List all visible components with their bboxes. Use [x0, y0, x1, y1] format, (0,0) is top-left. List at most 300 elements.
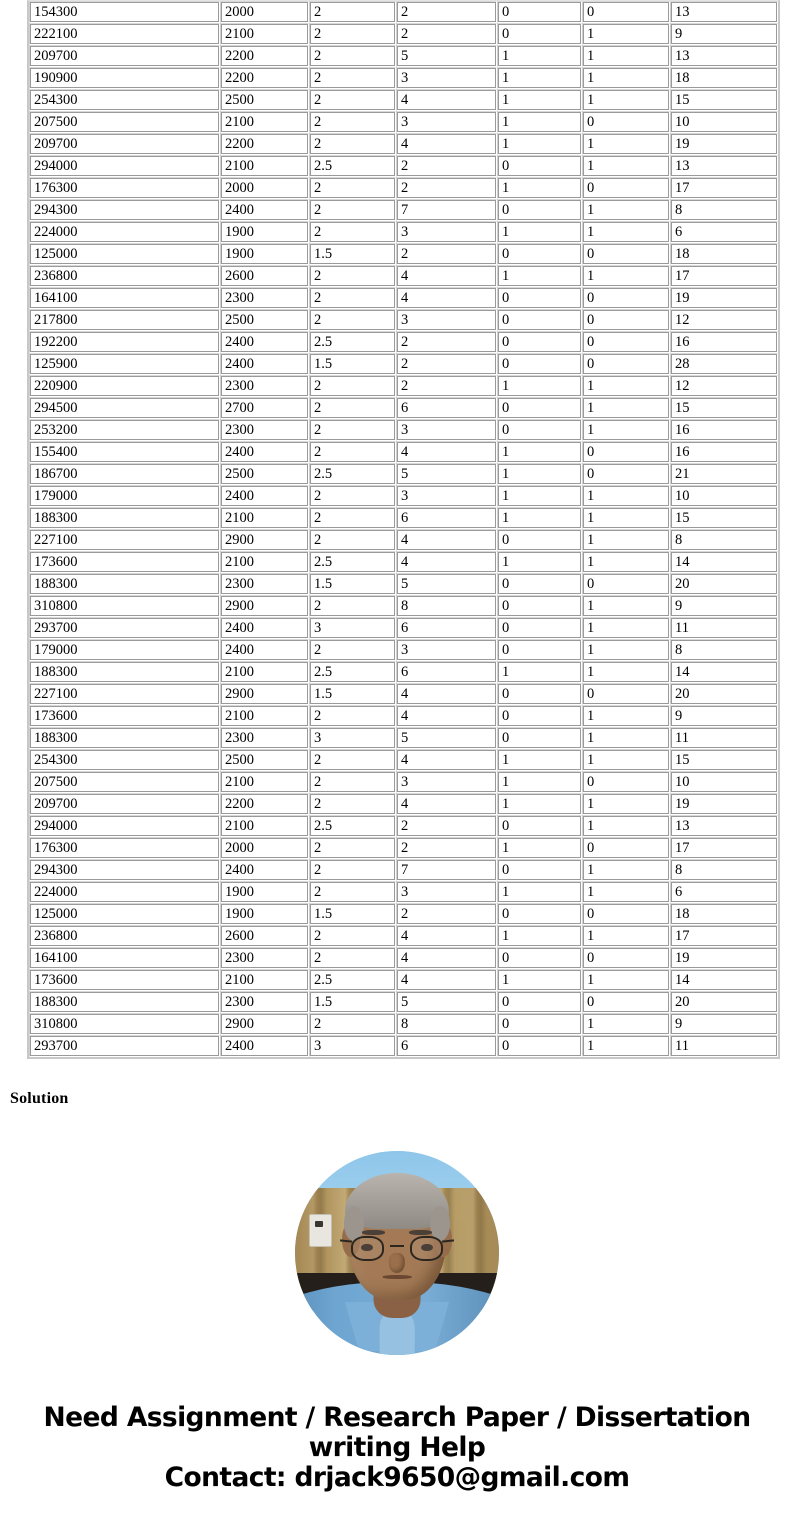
table-cell: 2100 [220, 705, 309, 727]
table-cell: 1 [582, 23, 670, 45]
table-cell: 294000 [29, 815, 220, 837]
table-row [29, 133, 778, 155]
table-cell: 1.5 [309, 573, 396, 595]
table-cell: 1 [582, 45, 670, 67]
table-cell: 2100 [220, 815, 309, 837]
solution-heading: Solution [10, 1090, 69, 1107]
table-cell: 224000 [29, 221, 220, 243]
table-cell: 8 [670, 639, 778, 661]
table-cell: 1 [497, 133, 582, 155]
table-cell: 1 [497, 771, 582, 793]
table-cell: 4 [396, 529, 497, 551]
table-cell: 6 [396, 507, 497, 529]
avatar-container [0, 1151, 794, 1355]
table-cell: 2 [396, 353, 497, 375]
table-cell: 0 [582, 771, 670, 793]
table-cell: 254300 [29, 749, 220, 771]
table-cell: 0 [497, 595, 582, 617]
table-cell: 5 [396, 991, 497, 1013]
avatar-light-switch [309, 1214, 331, 1247]
table-row [29, 837, 778, 859]
table-cell: 0 [582, 331, 670, 353]
table-cell: 2 [396, 903, 497, 925]
table-cell: 2300 [220, 947, 309, 969]
promo-contact-line: Contact: drjack9650@gmail.com [164, 1462, 630, 1493]
table-cell: 4 [396, 89, 497, 111]
table-cell: 0 [497, 243, 582, 265]
table-cell: 6 [396, 617, 497, 639]
table-cell: 16 [670, 441, 778, 463]
table-row [29, 1013, 778, 1035]
table-cell: 3 [396, 111, 497, 133]
table-cell: 18 [670, 903, 778, 925]
table-cell: 0 [497, 529, 582, 551]
promo-footer [0, 1403, 794, 1493]
table-cell: 0 [582, 287, 670, 309]
table-cell: 0 [582, 947, 670, 969]
table-cell: 0 [582, 573, 670, 595]
table-cell: 1900 [220, 903, 309, 925]
table-cell: 125000 [29, 903, 220, 925]
table-cell: 2300 [220, 991, 309, 1013]
table-cell: 3 [396, 67, 497, 89]
table-cell: 2 [309, 419, 396, 441]
promo-line-1: Need Assignment / Research Paper / Dissertation [43, 1402, 751, 1433]
table-row [29, 375, 778, 397]
table-cell: 2 [396, 331, 497, 353]
table-cell: 0 [497, 947, 582, 969]
table-cell: 2 [396, 837, 497, 859]
table-cell: 227100 [29, 683, 220, 705]
table-cell: 1 [582, 617, 670, 639]
table-row [29, 419, 778, 441]
table-cell: 4 [396, 441, 497, 463]
table-cell: 1 [582, 265, 670, 287]
table-cell: 173600 [29, 969, 220, 991]
table-row [29, 859, 778, 881]
table-cell: 188300 [29, 573, 220, 595]
table-cell: 1 [497, 265, 582, 287]
table-cell: 1 [582, 397, 670, 419]
table-cell: 6 [670, 221, 778, 243]
table-cell: 209700 [29, 793, 220, 815]
table-cell: 4 [396, 947, 497, 969]
table-cell: 2900 [220, 1013, 309, 1035]
table-cell: 1 [582, 661, 670, 683]
table-cell: 0 [582, 463, 670, 485]
table-cell: 2400 [220, 1035, 309, 1057]
table-cell: 17 [670, 265, 778, 287]
table-cell: 2100 [220, 507, 309, 529]
table-cell: 3 [396, 771, 497, 793]
table-cell: 13 [670, 45, 778, 67]
table-cell: 1 [497, 507, 582, 529]
table-cell: 2 [309, 595, 396, 617]
table-cell: 1 [582, 881, 670, 903]
table-cell: 9 [670, 705, 778, 727]
table-cell: 2 [309, 705, 396, 727]
table-cell: 0 [582, 991, 670, 1013]
table-cell: 2 [309, 199, 396, 221]
table-cell: 0 [497, 397, 582, 419]
table-cell: 17 [670, 925, 778, 947]
table-cell: 188300 [29, 727, 220, 749]
table-cell: 2 [309, 111, 396, 133]
table-cell: 207500 [29, 111, 220, 133]
table-cell: 2400 [220, 485, 309, 507]
table-row [29, 573, 778, 595]
table-row [29, 331, 778, 353]
table-cell: 179000 [29, 485, 220, 507]
table-cell: 1 [582, 221, 670, 243]
table-cell: 7 [396, 199, 497, 221]
table-cell: 2 [396, 155, 497, 177]
table-cell: 207500 [29, 771, 220, 793]
table-row [29, 1, 778, 23]
table-cell: 4 [396, 683, 497, 705]
table-cell: 2900 [220, 595, 309, 617]
table-cell: 20 [670, 573, 778, 595]
table-cell: 2200 [220, 45, 309, 67]
table-cell: 0 [497, 309, 582, 331]
table-cell: 3 [396, 485, 497, 507]
table-cell: 1.5 [309, 903, 396, 925]
table-cell: 2900 [220, 683, 309, 705]
table-cell: 8 [396, 595, 497, 617]
table-cell: 5 [396, 463, 497, 485]
table-row [29, 67, 778, 89]
table-cell: 2 [309, 837, 396, 859]
table-row [29, 771, 778, 793]
table-cell: 2100 [220, 551, 309, 573]
table-cell: 16 [670, 331, 778, 353]
table-cell: 13 [670, 155, 778, 177]
table-cell: 192200 [29, 331, 220, 353]
table-cell: 4 [396, 705, 497, 727]
table-cell: 1 [497, 89, 582, 111]
table-cell: 19 [670, 133, 778, 155]
table-cell: 224000 [29, 881, 220, 903]
table-cell: 4 [396, 287, 497, 309]
table-cell: 1 [497, 67, 582, 89]
table-cell: 220900 [29, 375, 220, 397]
table-row [29, 221, 778, 243]
table-cell: 236800 [29, 265, 220, 287]
table-cell: 3 [396, 309, 497, 331]
table-cell: 2 [309, 485, 396, 507]
table-cell: 1 [497, 441, 582, 463]
table-cell: 0 [582, 837, 670, 859]
table-cell: 2.5 [309, 155, 396, 177]
table-cell: 11 [670, 727, 778, 749]
table-cell: 253200 [29, 419, 220, 441]
table-cell: 2 [309, 221, 396, 243]
table-cell: 1 [582, 815, 670, 837]
table-cell: 2300 [220, 375, 309, 397]
table-cell: 18 [670, 243, 778, 265]
table-cell: 2 [309, 947, 396, 969]
table-cell: 1 [497, 969, 582, 991]
table-cell: 190900 [29, 67, 220, 89]
table-cell: 1 [497, 463, 582, 485]
table-cell: 6 [396, 1035, 497, 1057]
table-cell: 17 [670, 837, 778, 859]
table-cell: 0 [497, 199, 582, 221]
table-cell: 3 [309, 1035, 396, 1057]
table-cell: 1 [582, 507, 670, 529]
table-cell: 1 [582, 859, 670, 881]
table-cell: 2400 [220, 639, 309, 661]
table-cell: 2 [309, 89, 396, 111]
table-cell: 4 [396, 793, 497, 815]
promo-line-2: writing Help [308, 1432, 486, 1463]
table-cell: 2400 [220, 331, 309, 353]
table-cell: 28 [670, 353, 778, 375]
table-row [29, 397, 778, 419]
table-row [29, 265, 778, 287]
table-cell: 294000 [29, 155, 220, 177]
table-cell: 1 [582, 375, 670, 397]
table-row [29, 595, 778, 617]
table-cell: 2 [309, 925, 396, 947]
table-cell: 2.5 [309, 969, 396, 991]
table-cell: 14 [670, 661, 778, 683]
table-cell: 2 [309, 441, 396, 463]
table-cell: 1 [497, 837, 582, 859]
table-cell: 16 [670, 419, 778, 441]
table-cell: 1.5 [309, 243, 396, 265]
table-cell: 0 [497, 353, 582, 375]
avatar-eyebrow-left [362, 1230, 384, 1235]
table-cell: 0 [497, 155, 582, 177]
table-cell: 10 [670, 485, 778, 507]
table-cell: 5 [396, 573, 497, 595]
table-row [29, 287, 778, 309]
table-cell: 8 [670, 529, 778, 551]
table-cell: 1 [497, 177, 582, 199]
table-cell: 125000 [29, 243, 220, 265]
table-cell: 1 [497, 881, 582, 903]
table-row [29, 155, 778, 177]
table-row [29, 1035, 778, 1057]
table-cell: 2.5 [309, 815, 396, 837]
table-cell: 1 [582, 89, 670, 111]
table-cell: 188300 [29, 991, 220, 1013]
table-cell: 294300 [29, 199, 220, 221]
table-cell: 14 [670, 551, 778, 573]
table-cell: 1 [582, 925, 670, 947]
table-cell: 4 [396, 749, 497, 771]
table-cell: 1 [497, 551, 582, 573]
table-cell: 0 [582, 111, 670, 133]
table-cell: 21 [670, 463, 778, 485]
table-cell: 1 [497, 485, 582, 507]
table-cell: 3 [396, 419, 497, 441]
table-cell: 12 [670, 375, 778, 397]
table-cell: 1 [582, 155, 670, 177]
table-cell: 0 [582, 441, 670, 463]
table-cell: 1 [497, 793, 582, 815]
table-cell: 0 [497, 23, 582, 45]
table-cell: 1900 [220, 221, 309, 243]
table-cell: 310800 [29, 595, 220, 617]
table-cell: 1 [582, 595, 670, 617]
table-cell: 5 [396, 45, 497, 67]
table-cell: 2100 [220, 969, 309, 991]
table-cell: 0 [497, 331, 582, 353]
table-cell: 2 [309, 309, 396, 331]
table-row [29, 749, 778, 771]
table-cell: 294300 [29, 859, 220, 881]
table-cell: 17 [670, 177, 778, 199]
table-cell: 2400 [220, 617, 309, 639]
table-cell: 1 [582, 199, 670, 221]
table-cell: 2 [309, 771, 396, 793]
table-cell: 1900 [220, 243, 309, 265]
glasses-lens-right-icon [410, 1236, 443, 1262]
avatar-eyebrow-right [409, 1230, 431, 1235]
table-row [29, 353, 778, 375]
table-cell: 217800 [29, 309, 220, 331]
table-cell: 2900 [220, 529, 309, 551]
table-cell: 0 [497, 639, 582, 661]
table-cell: 222100 [29, 23, 220, 45]
table-cell: 9 [670, 595, 778, 617]
table-cell: 0 [497, 991, 582, 1013]
table-row [29, 903, 778, 925]
table-cell: 1 [497, 661, 582, 683]
table-row [29, 529, 778, 551]
table-cell: 1 [497, 749, 582, 771]
table-cell: 0 [497, 859, 582, 881]
table-cell: 14 [670, 969, 778, 991]
table-cell: 10 [670, 771, 778, 793]
table-cell: 294500 [29, 397, 220, 419]
table-cell: 236800 [29, 925, 220, 947]
table-cell: 2.5 [309, 661, 396, 683]
table-cell: 2 [309, 749, 396, 771]
table-cell: 176300 [29, 837, 220, 859]
table-cell: 1 [582, 749, 670, 771]
table-cell: 7 [396, 859, 497, 881]
table-cell: 8 [396, 1013, 497, 1035]
table-cell: 2 [396, 375, 497, 397]
table-cell: 15 [670, 749, 778, 771]
table-cell: 2400 [220, 353, 309, 375]
table-cell: 4 [396, 925, 497, 947]
table-cell: 310800 [29, 1013, 220, 1035]
avatar-mouth [383, 1275, 412, 1279]
table-cell: 2600 [220, 925, 309, 947]
table-cell: 19 [670, 287, 778, 309]
table-cell: 176300 [29, 177, 220, 199]
table-cell: 188300 [29, 661, 220, 683]
table-cell: 173600 [29, 705, 220, 727]
table-cell: 9 [670, 23, 778, 45]
table-cell: 2 [309, 375, 396, 397]
table-cell: 20 [670, 991, 778, 1013]
table-cell: 10 [670, 111, 778, 133]
table-cell: 2 [309, 507, 396, 529]
table-cell: 0 [497, 287, 582, 309]
table-cell: 0 [497, 419, 582, 441]
table-cell: 4 [396, 133, 497, 155]
table-row [29, 925, 778, 947]
table-cell: 1 [497, 925, 582, 947]
table-cell: 2500 [220, 309, 309, 331]
table-cell: 254300 [29, 89, 220, 111]
table-cell: 1 [582, 133, 670, 155]
table-cell: 0 [497, 573, 582, 595]
table-cell: 155400 [29, 441, 220, 463]
table-row [29, 617, 778, 639]
table-cell: 2 [396, 815, 497, 837]
table-cell: 227100 [29, 529, 220, 551]
table-row [29, 705, 778, 727]
table-cell: 2700 [220, 397, 309, 419]
table-cell: 2 [396, 243, 497, 265]
table-row [29, 991, 778, 1013]
table-cell: 1 [582, 1035, 670, 1057]
glasses-bridge-icon [390, 1245, 404, 1247]
table-row [29, 243, 778, 265]
table-cell: 8 [670, 199, 778, 221]
table-cell: 188300 [29, 507, 220, 529]
table-cell: 1.5 [309, 683, 396, 705]
table-row [29, 89, 778, 111]
glasses-lens-left-icon [351, 1236, 384, 1262]
table-cell: 179000 [29, 639, 220, 661]
table-cell: 4 [396, 551, 497, 573]
table-row [29, 639, 778, 661]
table-cell: 2 [309, 1, 396, 23]
table-cell: 2200 [220, 67, 309, 89]
table-cell: 2300 [220, 287, 309, 309]
table-cell: 2.5 [309, 331, 396, 353]
table-cell: 5 [396, 727, 497, 749]
table-cell: 0 [497, 683, 582, 705]
table-cell: 1 [497, 221, 582, 243]
table-row [29, 441, 778, 463]
table-cell: 0 [497, 1, 582, 23]
table-cell: 2000 [220, 1, 309, 23]
table-cell: 19 [670, 947, 778, 969]
table-cell: 6 [396, 397, 497, 419]
table-row [29, 199, 778, 221]
table-cell: 2300 [220, 573, 309, 595]
table-cell: 2 [396, 23, 497, 45]
table-cell: 173600 [29, 551, 220, 573]
table-cell: 3 [396, 881, 497, 903]
table-cell: 2 [309, 529, 396, 551]
table-row [29, 661, 778, 683]
table-cell: 15 [670, 507, 778, 529]
table-cell: 1 [582, 419, 670, 441]
table-cell: 2 [309, 1013, 396, 1035]
table-cell: 1.5 [309, 353, 396, 375]
table-row [29, 485, 778, 507]
table-cell: 2500 [220, 89, 309, 111]
table-cell: 1900 [220, 881, 309, 903]
table-cell: 1 [582, 727, 670, 749]
table-cell: 1 [582, 529, 670, 551]
table-cell: 19 [670, 793, 778, 815]
table-cell: 0 [497, 1013, 582, 1035]
table-row [29, 177, 778, 199]
table-cell: 293700 [29, 1035, 220, 1057]
table-cell: 11 [670, 1035, 778, 1057]
table-cell: 2 [309, 67, 396, 89]
